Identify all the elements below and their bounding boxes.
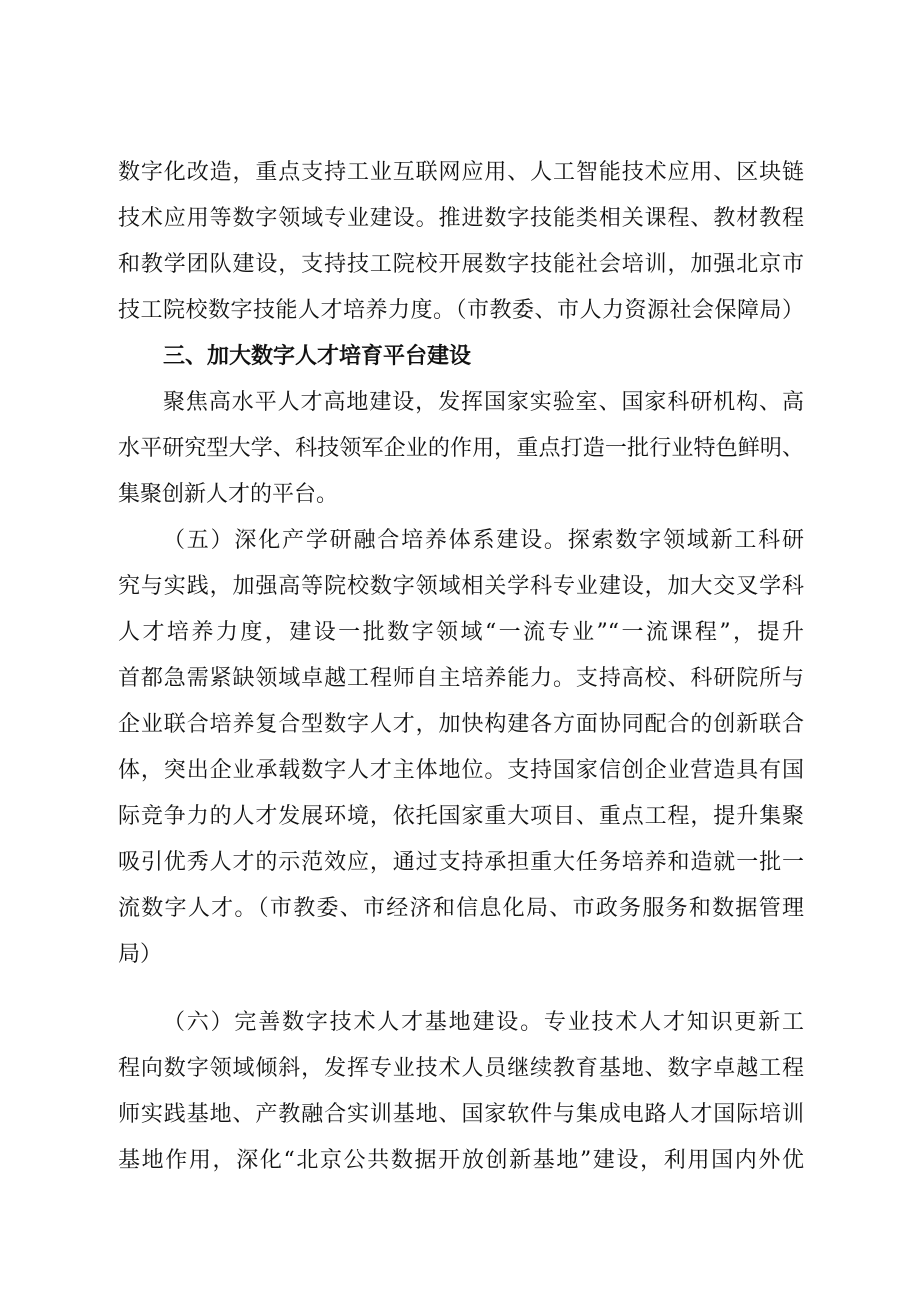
text-line: 水平研究型大学、科技领军企业的作用，重点打造一批行业特色鲜明、 bbox=[118, 436, 804, 461]
text-line: 流数字人才。（市教委、市经济和信息化局、市政务服务和数据管理 bbox=[118, 896, 804, 921]
text-line: 集聚创新人才的平台。 bbox=[118, 482, 339, 507]
text-line: 程向数字领域倾斜，发挥专业技术人员继续教育基地、数字卓越工程 bbox=[118, 1056, 804, 1081]
paragraph-continuation bbox=[118, 150, 804, 334]
text-line: 技工院校数字技能人才培养力度。（市教委、市人力资源社会保障局） bbox=[118, 298, 804, 323]
text-line: 人才培养力度，建设一批数字领域“一流专业”“一流课程”，提升 bbox=[118, 620, 804, 645]
paragraph-gap bbox=[118, 978, 804, 1000]
text-line: 体，突出企业承载数字人才主体地位。支持国家信创企业营造具有国 bbox=[118, 758, 804, 783]
text-line: 吸引优秀人才的示范效应，通过支持承担重大任务培养和造就一批一 bbox=[118, 850, 804, 875]
text-line: 数字化改造，重点支持工业互联网应用、人工智能技术应用、区块链 bbox=[118, 160, 804, 185]
text-line: 基地作用，深化“北京公共数据开放创新基地”建设，利用国内外优 bbox=[118, 1148, 804, 1173]
text-line: 际竞争力的人才发展环境，依托国家重大项目、重点工程，提升集聚 bbox=[118, 804, 804, 829]
paragraph-intro bbox=[118, 380, 804, 518]
text-line: 聚焦高水平人才高地建设，发挥国家实验室、国家科研机构、高 bbox=[163, 390, 804, 415]
document-page bbox=[118, 150, 804, 1184]
text-line: 首都急需紧缺领域卓越工程师自主培养能力。支持高校、科研院所与 bbox=[118, 666, 804, 691]
text-line: 局） bbox=[118, 942, 163, 967]
paragraph-item-five bbox=[118, 518, 804, 978]
paragraph-item-six bbox=[118, 1000, 804, 1184]
text-line: （五）深化产学研融合培养体系建设。探索数字领域新工科研 bbox=[163, 528, 804, 553]
text-line: 和教学团队建设，支持技工院校开展数字技能社会培训，加强北京市 bbox=[118, 252, 804, 277]
text-line: 究与实践，加强高等院校数字领域相关学科专业建设，加大交叉学科 bbox=[118, 574, 804, 599]
text-line: 企业联合培养复合型数字人才，加快构建各方面协同配合的创新联合 bbox=[118, 712, 804, 737]
section-heading: 三、加大数字人才培育平台建设 bbox=[163, 344, 472, 369]
text-line: 师实践基地、产教融合实训基地、国家软件与集成电路人才国际培训 bbox=[118, 1102, 804, 1127]
text-line: （六）完善数字技术人才基地建设。专业技术人才知识更新工 bbox=[163, 1010, 804, 1035]
text-line: 技术应用等数字领域专业建设。推进数字技能类相关课程、教材教程 bbox=[118, 206, 804, 231]
